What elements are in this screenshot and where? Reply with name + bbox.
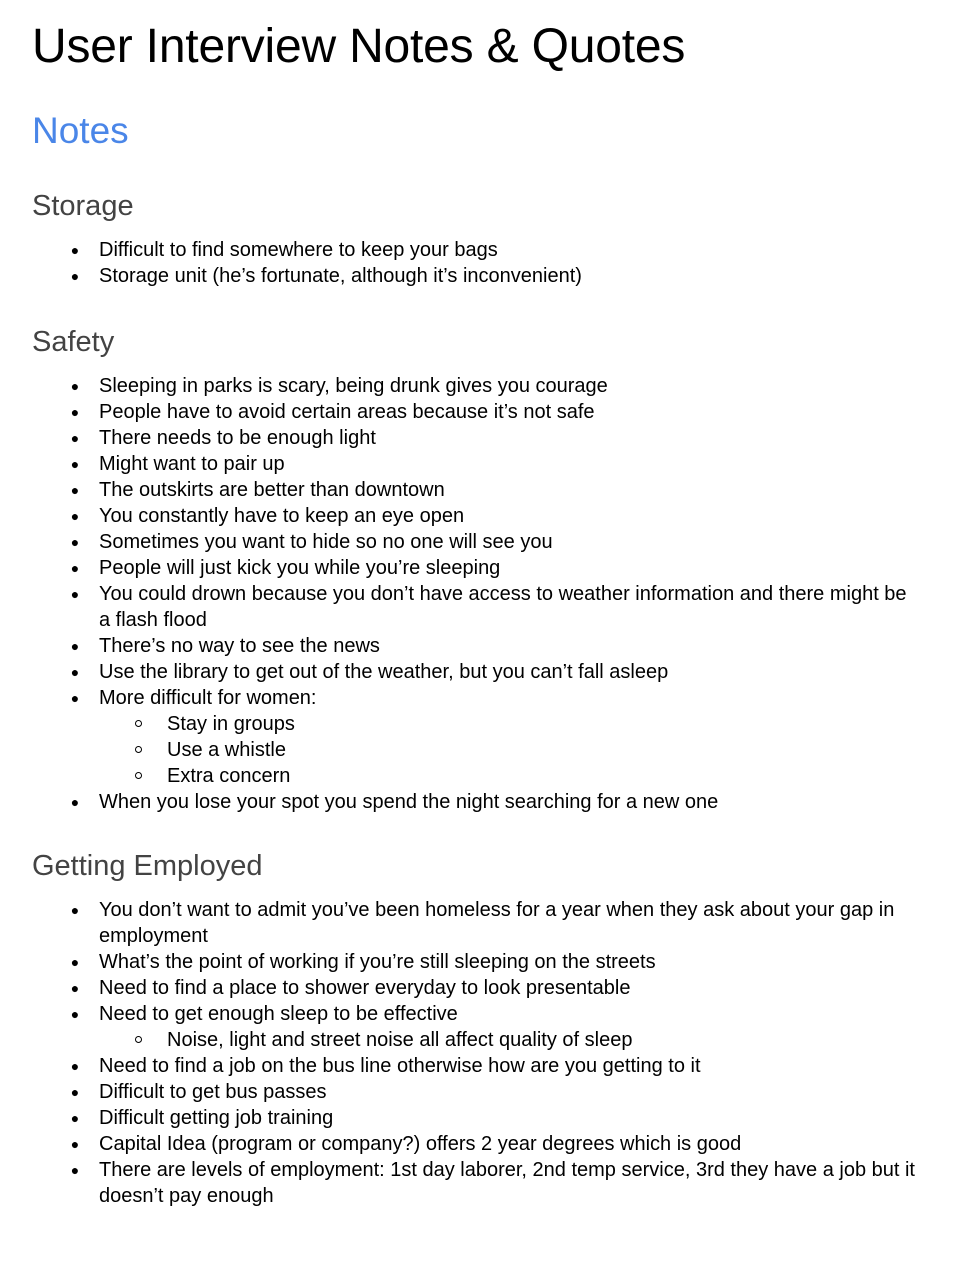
section-heading: Storage [32, 190, 134, 222]
bullet-dot-icon: ● [70, 1110, 80, 1126]
bullet-dot-icon: ● [70, 664, 80, 680]
sub-bullet-list [99, 711, 922, 789]
bullet-dot-icon: ● [70, 508, 80, 524]
sub-bullet-list [99, 1027, 922, 1053]
bullet-dot-icon: ● [70, 482, 80, 498]
list-item [32, 529, 922, 555]
bullet-circle-icon [135, 1036, 142, 1043]
bullet-dot-icon: ● [70, 638, 80, 654]
bullet-dot-icon: ● [70, 242, 80, 258]
list-item [32, 373, 922, 399]
bullet-circle-icon [135, 746, 142, 753]
list-item-text: Storage unit (he’s fortunate, although it’s inconvenient) [99, 265, 582, 287]
list-item-text: Might want to pair up [99, 453, 285, 475]
list-item [32, 789, 922, 815]
list-item [32, 1053, 922, 1079]
bullet-circle-icon [135, 772, 142, 779]
bullet-list [32, 237, 922, 289]
bullet-dot-icon: ● [70, 1136, 80, 1152]
list-item [32, 1157, 922, 1209]
section-heading: Safety [32, 326, 115, 358]
bullet-list [32, 897, 922, 1209]
section-safety [32, 325, 922, 815]
list-item [32, 897, 922, 949]
bullet-dot-icon: ● [70, 690, 80, 706]
notes-heading: Notes [32, 110, 129, 151]
bullet-dot-icon: ● [70, 430, 80, 446]
list-item [32, 555, 922, 581]
bullet-dot-icon: ● [70, 1058, 80, 1074]
list-item-text: There needs to be enough light [99, 427, 376, 449]
list-item [32, 1131, 922, 1157]
sub-list-item-text: Noise, light and street noise all affect quality of sleep [167, 1029, 633, 1051]
bullet-dot-icon: ● [70, 456, 80, 472]
list-item-text: What’s the point of working if you’re still sleeping on the streets [99, 951, 656, 973]
sub-list-item [32, 711, 922, 737]
list-item-text: You don’t want to admit you’ve been homeless for a year when they ask about your gap in employment [99, 899, 895, 947]
list-item [32, 1001, 922, 1053]
document-title: User Interview Notes & Quotes [32, 20, 686, 73]
bullet-dot-icon: ● [70, 902, 80, 918]
list-item [32, 399, 922, 425]
list-item-text: Need to find a job on the bus line otherwise how are you getting to it [99, 1055, 701, 1077]
document-page [32, 0, 922, 1209]
list-item [32, 975, 922, 1001]
list-item-text: There are levels of employment: 1st day laborer, 2nd temp service, 3rd they have a job but it doesn’t pay enough [99, 1159, 915, 1207]
list-item-text: People will just kick you while you’re sleeping [99, 557, 501, 579]
list-item-text: You could drown because you don’t have access to weather information and there might be a flash flood [99, 583, 907, 631]
list-item-text: People have to avoid certain areas because it’s not safe [99, 401, 595, 423]
sections-container [32, 189, 922, 1209]
bullet-dot-icon: ● [70, 794, 80, 810]
sub-list-item [32, 1027, 922, 1053]
list-item-text: You constantly have to keep an eye open [99, 505, 465, 527]
list-item-text: Sleeping in parks is scary, being drunk gives you courage [99, 375, 608, 397]
section-heading: Getting Employed [32, 850, 263, 882]
bullet-dot-icon: ● [70, 1006, 80, 1022]
list-item-text: Need to get enough sleep to be effective [99, 1003, 458, 1025]
list-item [32, 1079, 922, 1105]
list-item [32, 1105, 922, 1131]
list-item-text: Difficult to get bus passes [99, 1081, 327, 1103]
list-item [32, 425, 922, 451]
bullet-dot-icon: ● [70, 980, 80, 996]
sub-list-item-text: Stay in groups [167, 713, 295, 735]
bullet-dot-icon: ● [70, 586, 80, 602]
sub-list-item [32, 763, 922, 789]
list-item [32, 659, 922, 685]
list-item [32, 949, 922, 975]
bullet-list [32, 373, 922, 815]
section-storage [32, 189, 922, 289]
sub-list-item [32, 737, 922, 763]
bullet-dot-icon: ● [70, 560, 80, 576]
list-item-text: When you lose your spot you spend the night searching for a new one [99, 791, 719, 813]
bullet-dot-icon: ● [70, 378, 80, 394]
list-item-text: Difficult to find somewhere to keep your bags [99, 239, 498, 261]
list-item-text: Difficult getting job training [99, 1107, 334, 1129]
section-getting-employed [32, 849, 922, 1209]
list-item [32, 237, 922, 263]
bullet-circle-icon [135, 720, 142, 727]
sub-list-item-text: Extra concern [167, 765, 291, 787]
bullet-dot-icon: ● [70, 1162, 80, 1178]
list-item-text: Sometimes you want to hide so no one will see you [99, 531, 553, 553]
sub-list-item-text: Use a whistle [167, 739, 286, 761]
bullet-dot-icon: ● [70, 268, 80, 284]
list-item [32, 451, 922, 477]
list-item [32, 477, 922, 503]
list-item [32, 685, 922, 789]
list-item [32, 503, 922, 529]
list-item-text: The outskirts are better than downtown [99, 479, 445, 501]
list-item [32, 263, 922, 289]
bullet-dot-icon: ● [70, 1084, 80, 1100]
list-item-text: More difficult for women: [99, 687, 317, 709]
list-item [32, 633, 922, 659]
list-item [32, 581, 922, 633]
list-item-text: Use the library to get out of the weather, but you can’t fall asleep [99, 661, 669, 683]
bullet-dot-icon: ● [70, 404, 80, 420]
list-item-text: There’s no way to see the news [99, 635, 380, 657]
bullet-dot-icon: ● [70, 534, 80, 550]
bullet-dot-icon: ● [70, 954, 80, 970]
list-item-text: Need to find a place to shower everyday to look presentable [99, 977, 631, 999]
list-item-text: Capital Idea (program or company?) offers 2 year degrees which is good [99, 1133, 742, 1155]
